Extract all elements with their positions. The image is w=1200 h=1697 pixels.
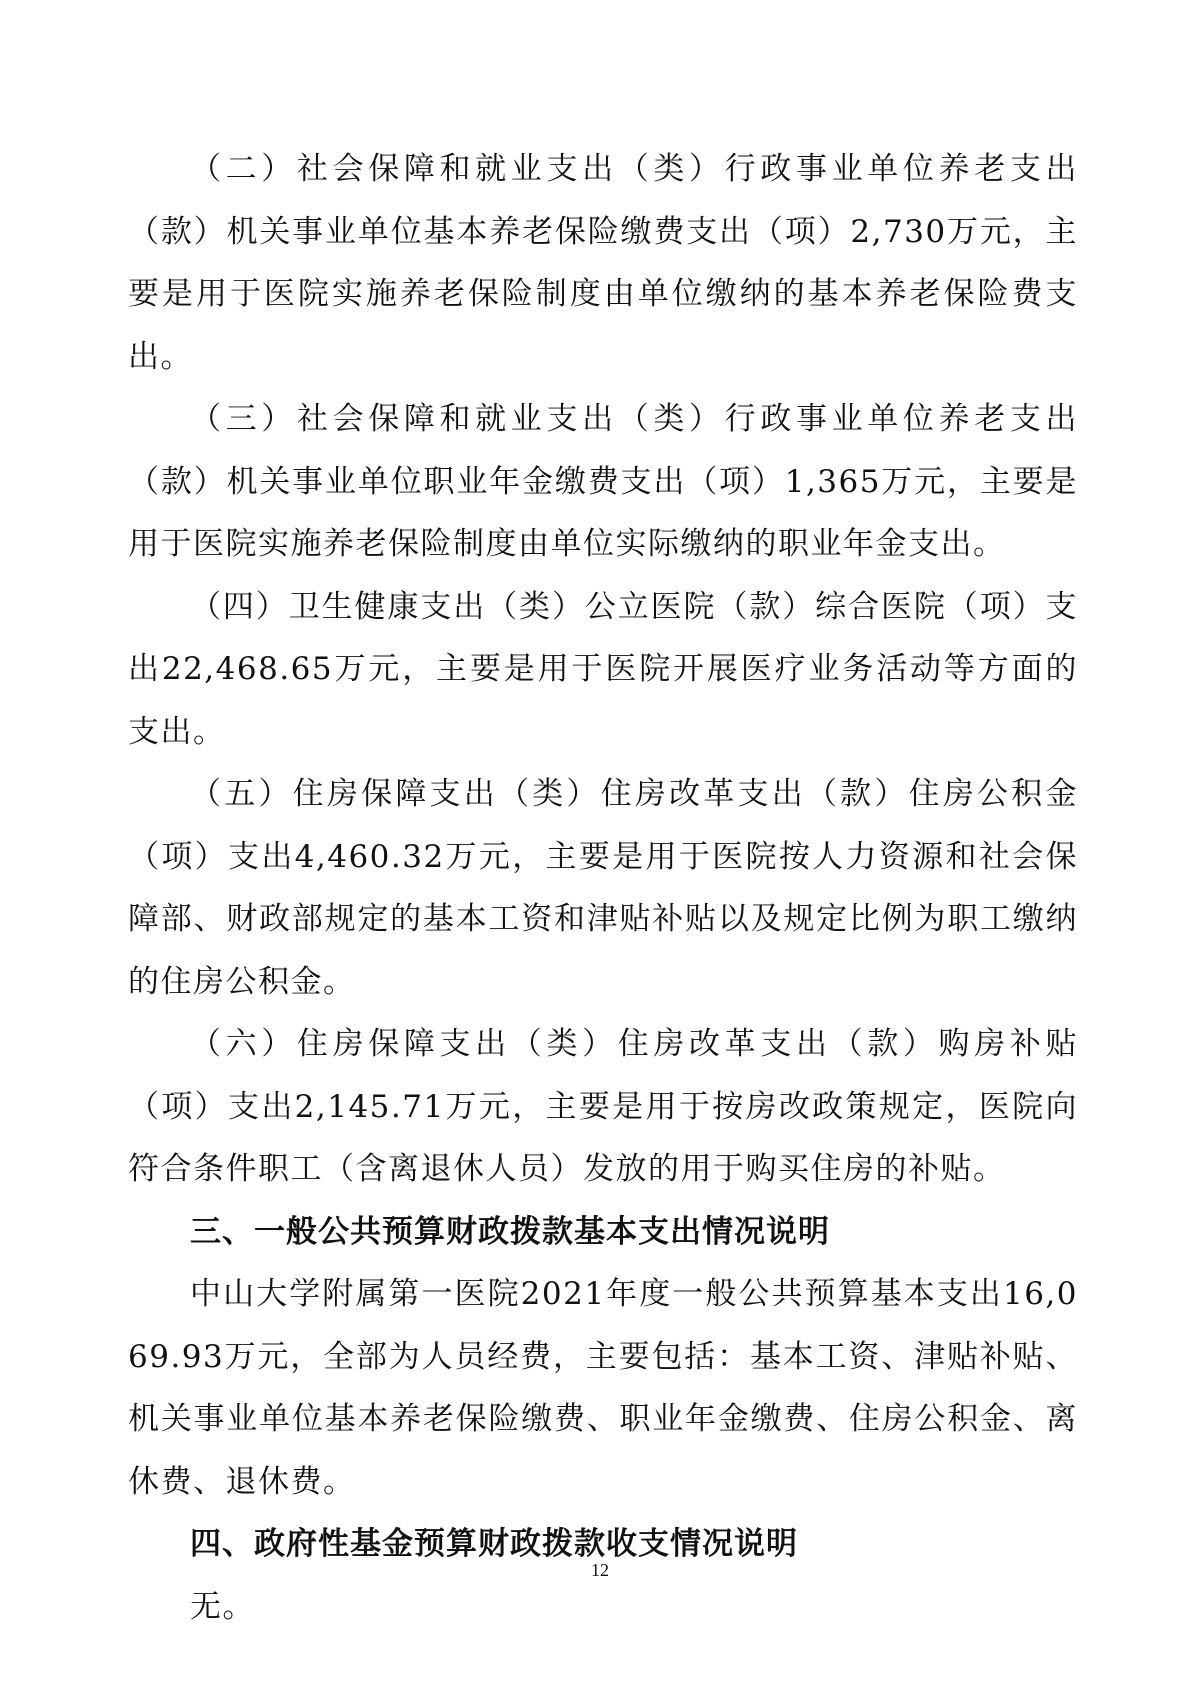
- section-3-body: 中山大学附属第一医院2021年度一般公共预算基本支出16,069.93万元，全部为人员经费，主要包括：基本工资、津贴补贴、机关事业单位基本养老保险缴费、职业年金缴费、住房公积金、离休费、退休费。: [128, 1276, 1078, 1500]
- paragraph-item-5: （五）住房保障支出（类）住房改革支出（款）住房公积金（项）支出4,460.32万元，主要是用于医院按人力资源和社会保障部、财政部规定的基本工资和津贴补贴以及规定比例为职工缴纳的住房公积金。: [128, 776, 1078, 1000]
- section-4-heading: 四、政府性基金预算财政拨款收支情况说明: [190, 1526, 798, 1562]
- paragraph-item-4: （四）卫生健康支出（类）公立医院（款）综合医院（项）支出22,468.65万元，主要是用于医院开展医疗业务活动等方面的支出。: [128, 588, 1078, 750]
- section-4-body: 无。: [190, 1588, 255, 1625]
- paragraph-item-3: （三）社会保障和就业支出（类）行政事业单位养老支出（款）机关事业单位职业年金缴费支出（项）1,365万元，主要是用于医院实施养老保险制度由单位实际缴纳的职业年金支出。: [128, 401, 1078, 562]
- paragraph-item-2: （二）社会保障和就业支出（类）行政事业单位养老支出（款）机关事业单位基本养老保险缴费支出（项）2,730万元，主要是用于医院实施养老保险制度由单位缴纳的基本养老保险费支出。: [128, 151, 1078, 375]
- section-3-heading: 三、一般公共预算财政拨款基本支出情况说明: [190, 1213, 830, 1250]
- paragraph-item-6: （六）住房保障支出（类）住房改革支出（款）购房补贴（项）支出2,145.71万元，主要是用于按房改政策规定，医院向符合条件职工（含离退休人员）发放的用于购买住房的补贴。: [128, 1026, 1078, 1187]
- document-body: [128, 138, 1078, 1638]
- page-number: 12: [591, 1560, 609, 1580]
